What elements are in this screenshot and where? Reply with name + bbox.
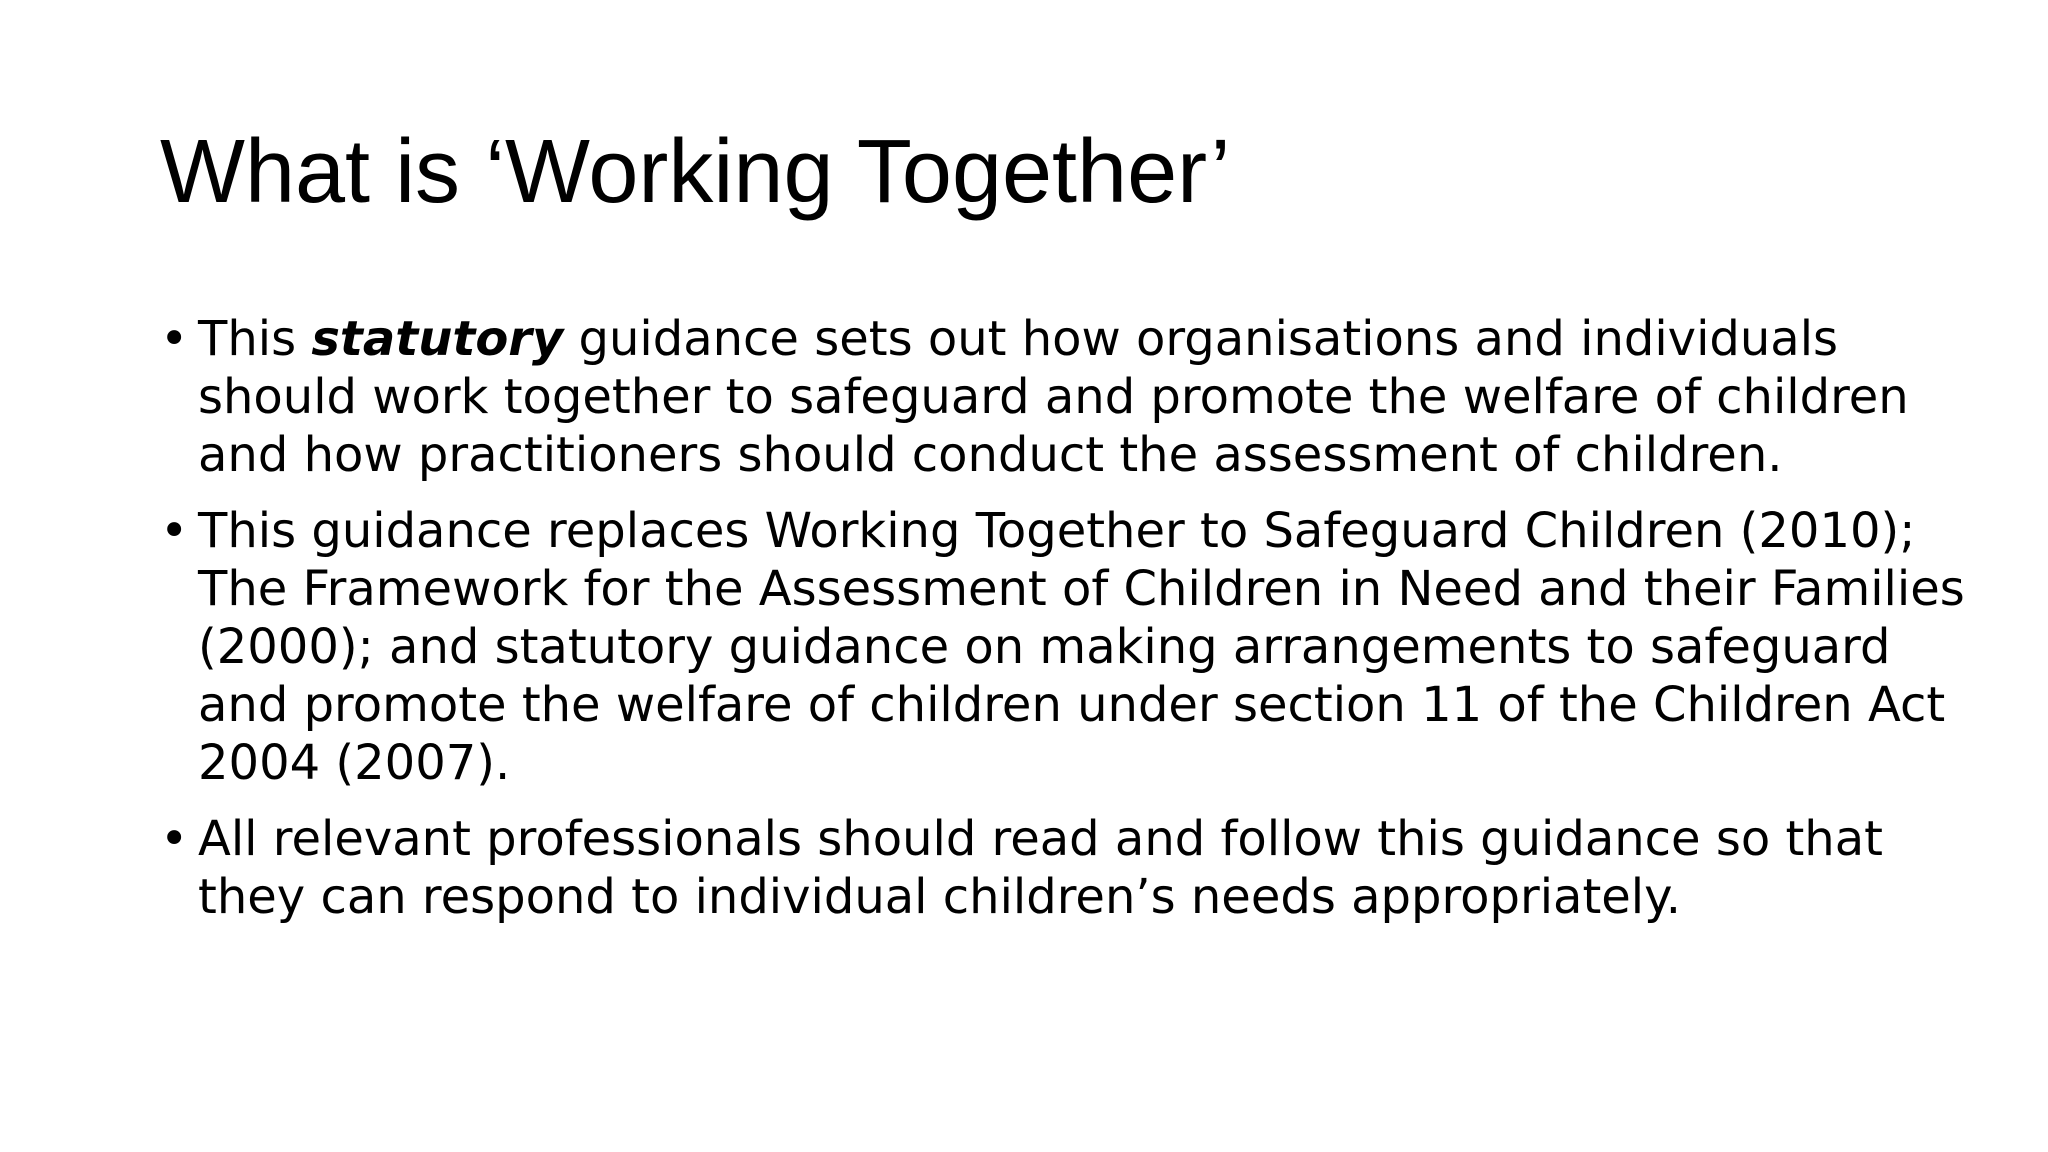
slide-title: What is ‘Working Together’ <box>160 122 1231 222</box>
emphasized-word-statutory: statutory <box>311 311 564 367</box>
bullet-text-suffix: guidance sets out how organisations and individuals should work together to safeguard and promote the welfare of children and how practitioners should conduct the assessment of children. <box>198 311 1909 483</box>
bullet-item-statutory-guidance <box>160 310 1990 484</box>
bullet-item-replaces-guidance <box>160 502 1990 792</box>
bullet-marker: • <box>160 311 189 367</box>
bullet-text: All relevant professionals should read and follow this guidance so that they can respond to individual children’s needs appropriately. <box>198 811 1883 925</box>
bullet-text: This guidance replaces Working Together to Safeguard Children (2010); The Framework for the Assessment of Children in Need and their Families (2000); and statutory guidance on making arrangements to safeguard and promote the welfare of children under section 11 of the Children Act 2004 (2007). <box>198 503 1965 791</box>
bullet-list <box>160 310 1990 926</box>
bullet-marker: • <box>160 503 189 559</box>
bullet-item-professionals <box>160 810 1990 926</box>
bullet-text-prefix: This <box>198 311 312 367</box>
bullet-marker: • <box>160 811 189 867</box>
